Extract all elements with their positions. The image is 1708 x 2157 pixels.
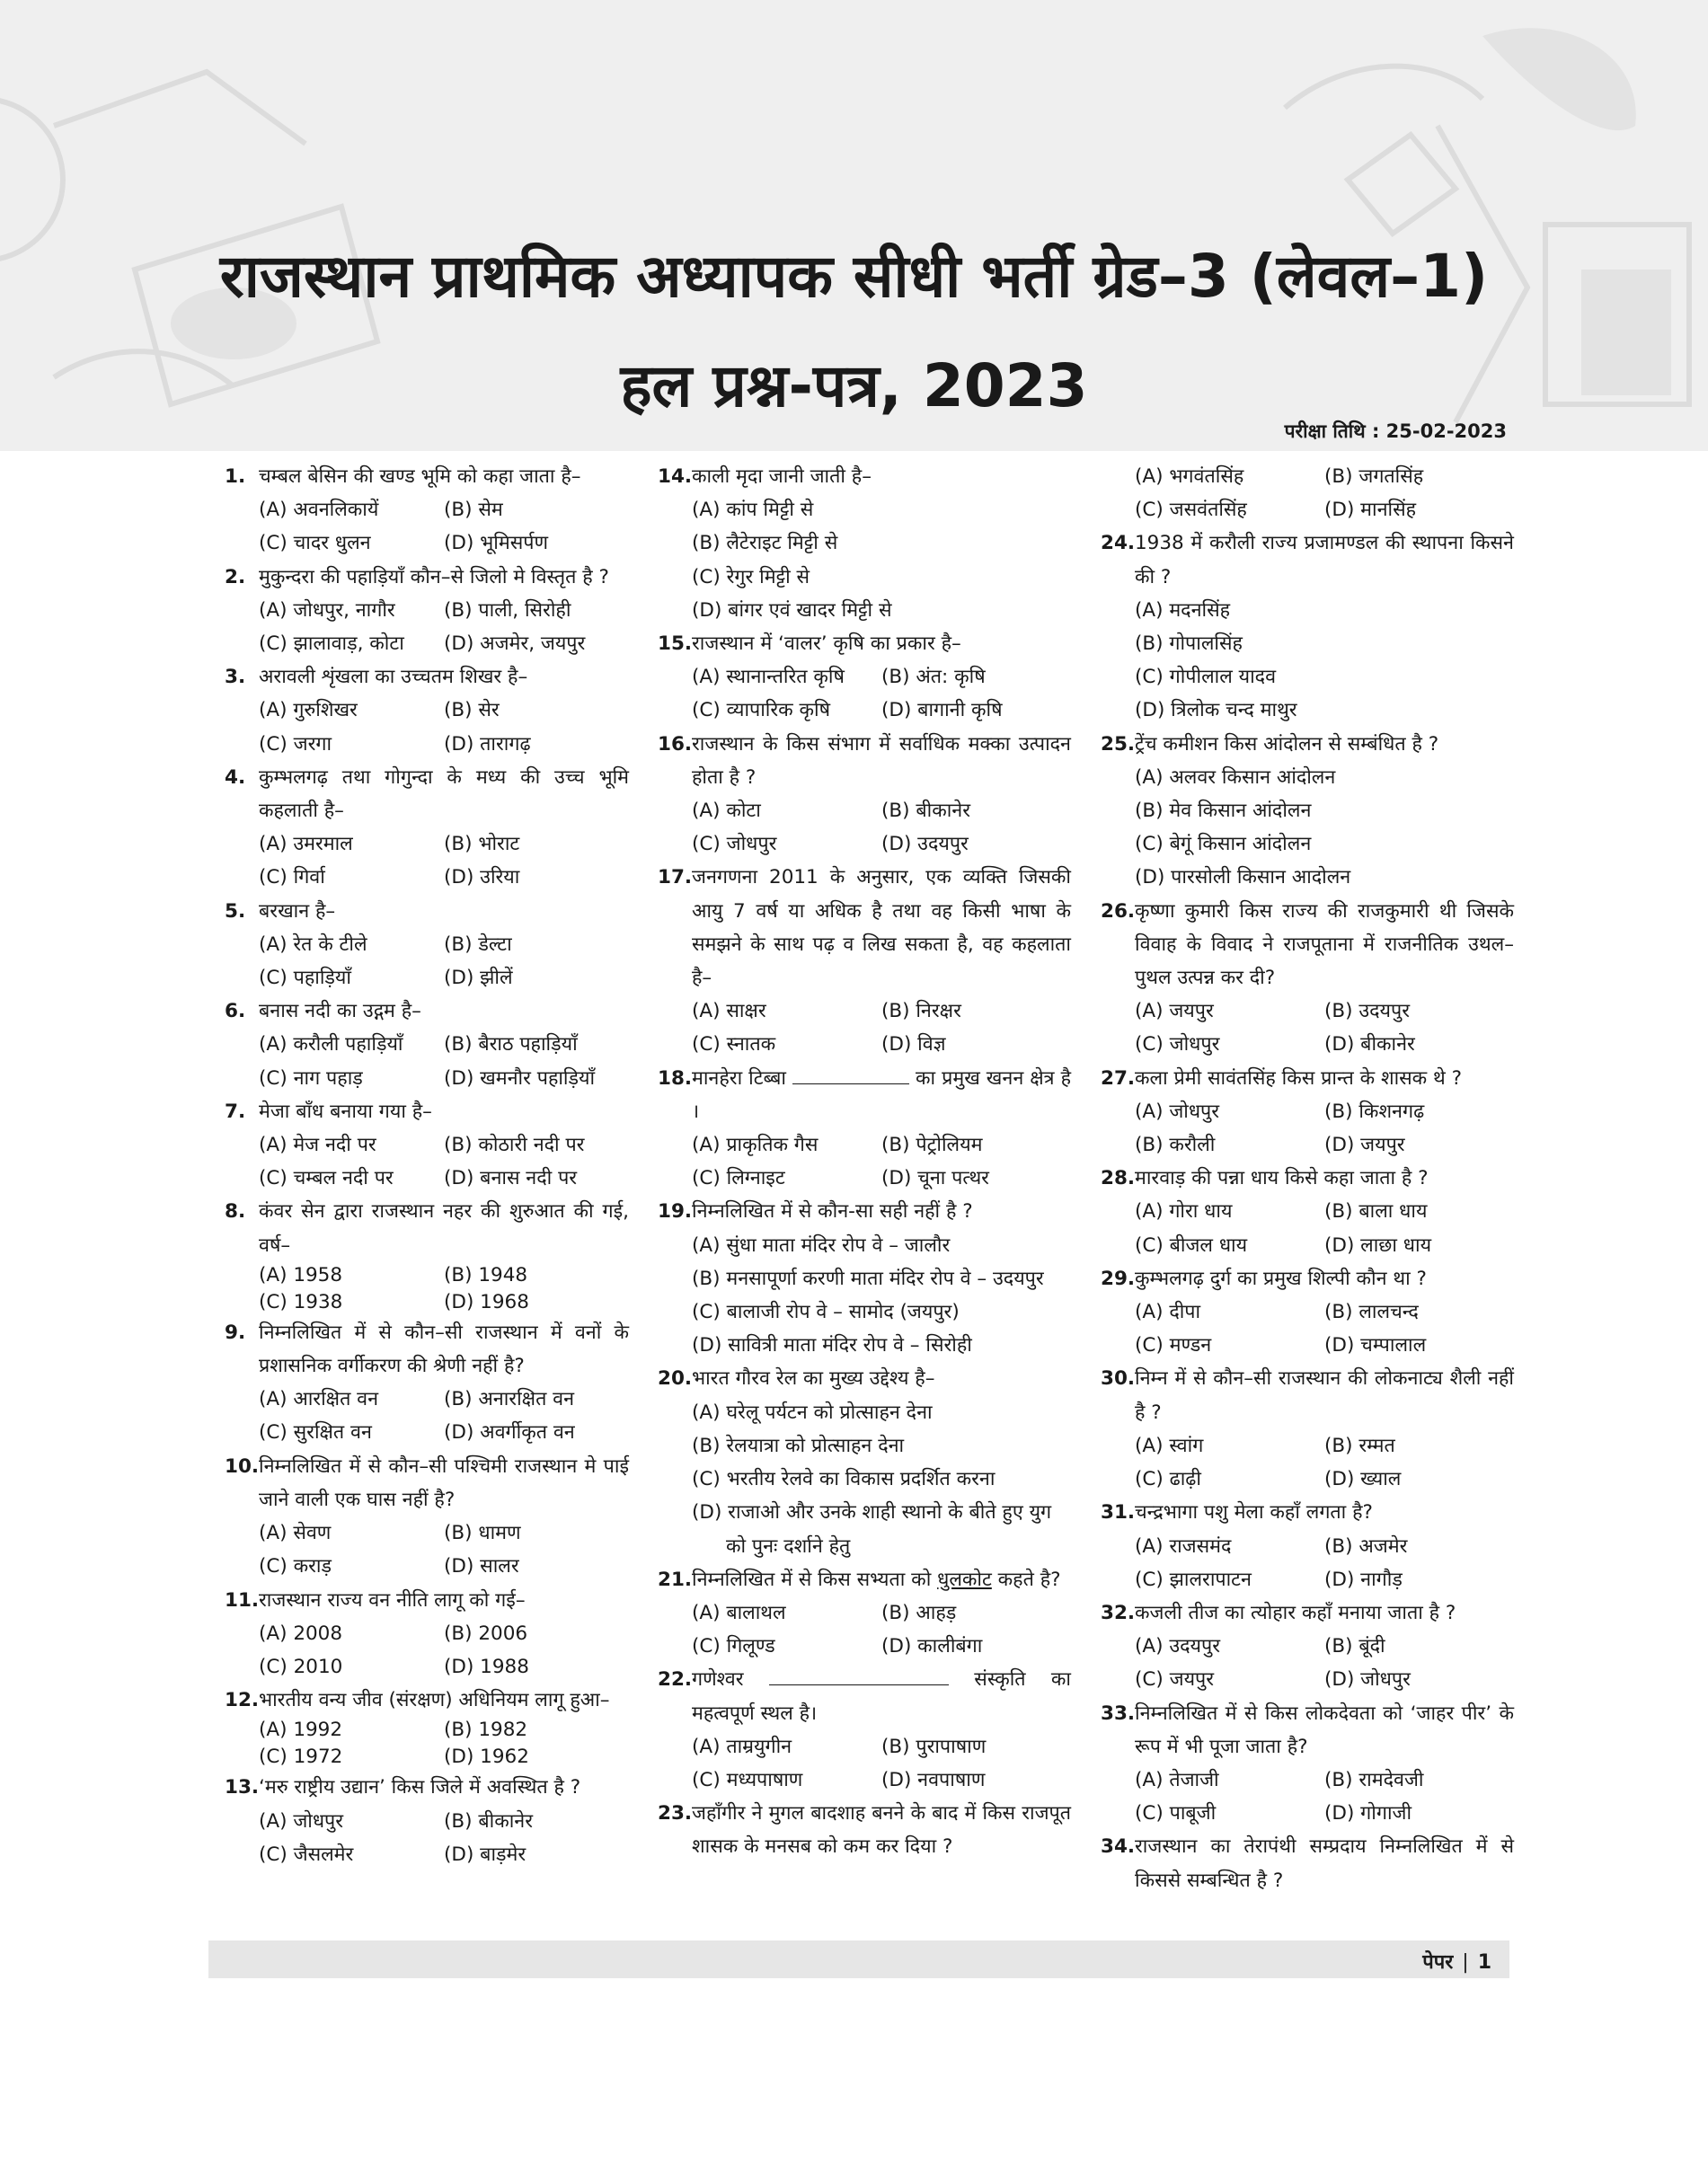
option-d: (D) बागानी कृषि (881, 699, 1003, 722)
option-a: (A) ताम्रयुगीन (692, 1735, 792, 1758)
question-11 (225, 1584, 629, 1684)
option-a: (A) घरेलू पर्यटन को प्रोत्साहन देना (692, 1401, 933, 1424)
options (225, 1383, 629, 1449)
options (225, 928, 629, 995)
question-31 (1101, 1496, 1514, 1596)
option-d: (D) बाड़मेर (444, 1843, 527, 1866)
option-b: (B) भोराट (444, 833, 520, 856)
option-a: (A) कोटा (692, 800, 761, 823)
option-d: (D) 1962 (444, 1746, 529, 1769)
option-b: (B) किशनगढ़ (1324, 1100, 1425, 1123)
options (225, 1028, 629, 1094)
option-a: (A) गुरुशिखर (259, 699, 358, 722)
options (225, 1805, 629, 1871)
options (658, 1596, 1071, 1663)
question-number: 9. (225, 1321, 246, 1344)
option-c: (C) पाबूजी (1135, 1802, 1217, 1825)
question-number: 1. (225, 465, 246, 488)
page-number: 1 (1477, 1951, 1491, 1974)
option-d: (D) नागौड़ (1324, 1568, 1403, 1591)
option-a: (A) साक्षर (692, 1000, 766, 1023)
options (225, 1717, 629, 1771)
options (658, 1396, 1071, 1563)
question-number: 2. (225, 565, 246, 588)
option-a: (A) स्थानान्तरित कृषि (692, 666, 845, 689)
question-22 (658, 1663, 1071, 1797)
question-text: जहाँगीर ने मुगल बादशाह बनने के बाद में किस राजपूत शासक के मनसब को कम कर दिया ? (692, 1802, 1071, 1859)
footer-label: पेपर (1422, 1951, 1454, 1974)
question-number: 6. (225, 1000, 246, 1023)
option-c: (C) गिलूण्ड (692, 1635, 775, 1658)
option-c: (C) चम्बल नदी पर (259, 1167, 394, 1190)
question-text: अरावली शृंखला का उच्चतम शिखर है– (259, 666, 528, 689)
fill-in-blank (769, 1665, 949, 1685)
option-b: (B) बाला धाय (1324, 1200, 1428, 1224)
option-b: (B) बीकानेर (444, 1809, 534, 1833)
question-number: 17. (658, 866, 693, 889)
question-text: जनगणना 2011 के अनुसार, एक व्यक्ति जिसकी आयु 7 वर्ष या अधिक है तथा वह किसी भाषा के समझने के साथ पढ़ व लिख सकता है, वह कहलाता है– (692, 866, 1071, 990)
question-17 (658, 861, 1071, 1061)
option-c: (C) रेगुर मिट्टी से (692, 565, 810, 588)
column-right (1101, 460, 1514, 1897)
question-21 (658, 1563, 1071, 1664)
options (1101, 594, 1514, 728)
question-18 (658, 1062, 1071, 1196)
option-b: (B) 2006 (444, 1622, 528, 1645)
question-number: 24. (1101, 532, 1136, 555)
option-b: (B) बूंदी (1324, 1635, 1385, 1658)
option-c: (C) जरगा (259, 732, 332, 756)
option-c: (C) गिर्वा (259, 866, 325, 889)
option-c: (C) झालरापाटन (1135, 1568, 1252, 1591)
question-number: 28. (1101, 1167, 1136, 1190)
question-text: बनास नदी का उद्गम है– (259, 1000, 421, 1023)
question-28 (1101, 1162, 1514, 1262)
option-a: (A) 2008 (259, 1622, 343, 1645)
option-a: (A) 1992 (259, 1719, 343, 1742)
option-a: (A) स्वांग (1135, 1434, 1204, 1457)
options (658, 660, 1071, 727)
question-number: 7. (225, 1100, 246, 1123)
option-c: (C) जोधपुर (692, 833, 777, 856)
question-text-part-a: निम्नलिखित में से किस सभ्यता को (692, 1568, 932, 1591)
options (1101, 1530, 1514, 1596)
question-text: कृष्णा कुमारी किस राज्य की राजकुमारी थी जिसके विवाह के विवाद ने राजपूताना में राजनीतिक उथल–पुथल उत्पन्न कर दी? (1135, 899, 1514, 990)
question-text: राजस्थान के किस संभाग में सर्वाधिक मक्का उत्पादन होता है ? (692, 732, 1071, 789)
question-7 (225, 1095, 629, 1196)
options (658, 1730, 1071, 1797)
option-d: (D) तारागढ़ (444, 732, 531, 756)
question-text-part-b: कहते है? (997, 1568, 1061, 1591)
option-d: (D) बीकानेर (1324, 1033, 1415, 1056)
option-a: (A) जोधपुर, नागौर (259, 598, 395, 622)
question-3 (225, 660, 629, 761)
question-8 (225, 1195, 629, 1315)
question-number: 14. (658, 465, 693, 488)
option-c: (C) पहाड़ियाँ (259, 967, 351, 990)
option-c: (C) लिग्नाइट (692, 1167, 785, 1190)
question-number: 4. (225, 765, 246, 789)
option-c: (C) जयपुर (1135, 1668, 1215, 1692)
question-19 (658, 1195, 1071, 1362)
option-b: (B) मनसापूर्णा करणी माता मंदिर रोप वे – उदयपुर (692, 1267, 1044, 1290)
option-c: (B) करौली (1135, 1134, 1216, 1157)
option-c: (C) नाग पहाड़ (259, 1066, 363, 1090)
option-a: (A) 1958 (259, 1263, 343, 1286)
question-text: राजस्थान में ‘वालर’ कृषि का प्रकार है– (692, 632, 961, 656)
question-text: 1938 में करौली राज्य प्रजामण्डल की स्थापना किसने की ? (1135, 532, 1514, 588)
option-b: (B) गोपालसिंह (1135, 632, 1243, 656)
question-14 (658, 460, 1071, 627)
option-c: (C) गोपीलाल यादव (1135, 666, 1277, 689)
question-20 (658, 1362, 1071, 1562)
option-d: (D) भूमिसर्पण (444, 532, 548, 555)
option-d: (D) सावित्री माता मंदिर रोप वे – सिरोही (692, 1334, 972, 1357)
fill-in-blank (792, 1064, 909, 1084)
question-text: निम्नलिखित में से कौन-सा सही नहीं है ? (692, 1200, 973, 1224)
question-24 (1101, 526, 1514, 727)
option-c: (C) सुरक्षित वन (259, 1421, 372, 1445)
question-number: 34. (1101, 1835, 1136, 1859)
option-d: (D) सालर (444, 1555, 519, 1578)
question-12 (225, 1684, 629, 1771)
options (658, 995, 1071, 1061)
question-6 (225, 995, 629, 1095)
option-c: (C) 1972 (259, 1746, 343, 1769)
option-d: (D) लाछा धाय (1324, 1233, 1432, 1257)
exam-date: परीक्षा तिथि : 25-02-2023 (1284, 420, 1507, 442)
page-subtitle: हल प्रश्न-पत्र, 2023 (620, 351, 1088, 420)
option-c: (C) जैसलमेर (259, 1843, 354, 1866)
question-27 (1101, 1062, 1514, 1162)
question-23 (658, 1797, 1071, 1863)
question-text: निम्नलिखित में से कौन–सी पश्चिमी राजस्थान मे पाई जाने वाली एक घास नहीं है? (259, 1454, 629, 1511)
question-text: ‘मरु राष्ट्रीय उद्यान’ किस जिले में अवस्थित है ? (259, 1776, 581, 1799)
option-d: (D) राजाओ और उनके शाही स्थानो के बीते हुए युग को पुनः दर्शाने हेतु (692, 1501, 1052, 1558)
question-text: राजस्थान राज्य वन नीति लागू को गई– (259, 1588, 526, 1612)
question-number: 22. (658, 1668, 693, 1692)
option-b: (B) पेट्रोलियम (881, 1134, 983, 1157)
question-text: चम्बल बेसिन की खण्ड भूमि को कहा जाता है– (259, 465, 581, 488)
option-b: (B) उदयपुर (1324, 1000, 1411, 1023)
question-text: काली मृदा जानी जाती है– (692, 465, 872, 488)
option-d: (D) अजमेर, जयपुर (444, 632, 586, 656)
options (1101, 1095, 1514, 1162)
option-b: (B) मेव किसान आंदोलन (1135, 800, 1312, 823)
question-number: 20. (658, 1367, 693, 1391)
question-5 (225, 895, 629, 995)
option-d: (D) बनास नदी पर (444, 1167, 578, 1190)
option-d: (D) जयपुर (1324, 1134, 1405, 1157)
question-text-part-b: संस्कृति का महत्वपूर्ण स्थल है। (692, 1668, 1071, 1725)
option-b: (B) बीकानेर (881, 800, 971, 823)
option-d: (D) बांगर एवं खादर मिट्टी से (692, 598, 892, 622)
options (1101, 1630, 1514, 1696)
option-b: (B) कोठारी नदी पर (444, 1134, 585, 1157)
question-text: ट्रेंच कमीशन किस आंदोलन से सम्बंधित है ? (1135, 732, 1439, 756)
option-a: (A) मेज नदी पर (259, 1134, 376, 1157)
question-9 (225, 1316, 629, 1450)
option-a: (A) जोधपुर (259, 1809, 344, 1833)
option-c: (C) स्नातक (692, 1033, 776, 1056)
question-text: कंवर सेन द्वारा राजस्थान नहर की शुरुआत की गई, वर्ष– (259, 1200, 629, 1257)
option-c: (C) 2010 (259, 1655, 343, 1678)
question-25 (1101, 728, 1514, 895)
question-number: 11. (225, 1588, 260, 1612)
option-a: (A) राजसमंद (1135, 1534, 1232, 1558)
question-16 (658, 728, 1071, 862)
question-number: 18. (658, 1066, 693, 1090)
question-text: भारतीय वन्य जीव (संरक्षण) अधिनियम लागू हुआ– (259, 1689, 610, 1712)
option-d: (D) पारसोली किसान आदोलन (1135, 866, 1351, 889)
question-text: कुम्भलगढ़ तथा गोगुन्दा के मध्य की उच्च भूमि कहलाती है– (259, 765, 629, 823)
question-text: निम्नलिखित में से किस लोकदेवता को ‘जाहर पीर’ के रूप में भी पूजा जाता है? (1135, 1702, 1514, 1758)
question-29 (1101, 1262, 1514, 1363)
options (225, 1262, 629, 1316)
option-d: (D) कालीबंगा (881, 1635, 983, 1658)
option-b: (B) निरक्षर (881, 1000, 961, 1023)
option-d: (D) ख्याल (1324, 1468, 1402, 1491)
question-number: 8. (225, 1200, 246, 1224)
question-26 (1101, 895, 1514, 1062)
option-d: (D) त्रिलोक चन्द माथुर (1135, 699, 1297, 722)
option-b: (B) बैराठ पहाड़ियाँ (444, 1033, 578, 1056)
question-10 (225, 1450, 629, 1584)
option-c: (C) मण्डन (1135, 1334, 1212, 1357)
question-4 (225, 761, 629, 895)
option-d: (D) नवपाषाण (881, 1768, 986, 1791)
question-23-options (1101, 460, 1514, 526)
option-c: (C) बेगूं किसान आंदोलन (1135, 833, 1312, 856)
question-text: मारवाड़ की पन्ना धाय किसे कहा जाता है ? (1135, 1167, 1429, 1190)
option-a: (A) करौली पहाड़ियाँ (259, 1033, 403, 1056)
question-text: कजली तीज का त्योहार कहाँ मनाया जाता है ? (1135, 1601, 1456, 1624)
page-title: राजस्थान प्राथमिक अध्यापक सीधी भर्ती ग्रेड–3 (लेवल–1) (219, 242, 1489, 311)
option-b: (B) रेलयात्रा को प्रोत्साहन देना (692, 1434, 905, 1457)
options (225, 594, 629, 660)
question-33 (1101, 1697, 1514, 1831)
question-number: 10. (225, 1454, 260, 1478)
option-b: (B) पुरापाषाण (881, 1735, 987, 1758)
option-a: (A) जयपुर (1135, 1000, 1214, 1023)
question-text-underlined: धुलकोट (937, 1568, 992, 1591)
options (225, 1516, 629, 1583)
options (658, 1128, 1071, 1195)
option-b: (B) लैटेराइट मिट्टी से (692, 532, 838, 555)
options (225, 493, 629, 560)
question-number: 23. (658, 1802, 693, 1825)
option-d: (D) 1968 (444, 1290, 529, 1313)
option-c: (C) कराड़ (259, 1555, 332, 1578)
question-number: 26. (1101, 899, 1136, 923)
option-a: (A) तेजाजी (1135, 1768, 1219, 1791)
question-number: 30. (1101, 1367, 1136, 1391)
question-number: 33. (1101, 1702, 1136, 1725)
question-number: 13. (225, 1776, 260, 1799)
option-a: (A) उदयपुर (1135, 1635, 1220, 1658)
option-a: (A) कांप मिट्टी से (692, 499, 814, 522)
question-number: 3. (225, 666, 246, 689)
options (658, 794, 1071, 861)
option-b: (B) रम्मत (1324, 1434, 1395, 1457)
option-c: (C) मध्यपाषाण (692, 1768, 803, 1791)
question-text: कुम्भलगढ़ दुर्ग का प्रमुख शिल्पी कौन था ? (1135, 1267, 1427, 1290)
question-number: 19. (658, 1200, 693, 1224)
option-a: (A) सुंधा माता मंदिर रोप वे – जालौर (692, 1233, 951, 1257)
option-a: (A) दीपा (1135, 1301, 1201, 1324)
footer-separator: | (1462, 1951, 1469, 1974)
option-a: (A) सेवण (259, 1522, 332, 1545)
question-number: 25. (1101, 732, 1136, 756)
option-a: (A) भगवंतसिंह (1135, 465, 1244, 488)
option-b: (B) अंत: कृषि (881, 666, 986, 689)
option-c: (C) झालावाड़, कोटा (259, 632, 404, 656)
option-d: (D) मानसिंह (1324, 499, 1417, 522)
options (1101, 1429, 1514, 1496)
option-c: (C) चादर धुलन (259, 532, 371, 555)
question-30 (1101, 1362, 1514, 1496)
question-number: 15. (658, 632, 693, 656)
question-text: चन्द्रभागा पशु मेला कहाँ लगता है? (1135, 1501, 1373, 1525)
question-text: मेजा बाँध बनाया गया है– (259, 1100, 432, 1123)
question-number: 16. (658, 732, 693, 756)
options (225, 827, 629, 894)
option-b: (B) 1948 (444, 1263, 528, 1286)
option-b: (B) अजमेर (1324, 1534, 1408, 1558)
question-number: 5. (225, 899, 246, 923)
question-number: 21. (658, 1568, 693, 1591)
option-b: (B) अनारक्षित वन (444, 1388, 575, 1411)
option-b: (B) सेम (444, 499, 503, 522)
option-b: (B) लालचन्द (1324, 1301, 1419, 1324)
option-a: (A) उमरमाल (259, 833, 353, 856)
question-number: 12. (225, 1689, 260, 1712)
options (658, 493, 1071, 627)
option-b: (B) 1982 (444, 1719, 528, 1742)
options (658, 1229, 1071, 1363)
question-text: राजस्थान का तेरापंथी सम्प्रदाय निम्नलिखित में से किससे सम्बन्धित है ? (1135, 1835, 1514, 1892)
page-footer (208, 1940, 1509, 1978)
option-a: (A) जोधपुर (1135, 1100, 1220, 1123)
options (1101, 1295, 1514, 1362)
options (1101, 460, 1514, 526)
option-b: (B) डेल्टा (444, 933, 512, 956)
option-c: (C) भरतीय रेलवे का विकास प्रदर्शित करना (692, 1468, 996, 1491)
option-b: (B) आहड़ (881, 1601, 957, 1624)
option-b: (B) रामदेवजी (1324, 1768, 1424, 1791)
column-middle (658, 460, 1071, 1864)
option-d: (D) उदयपुर (881, 833, 969, 856)
option-a: (A) प्राकृतिक गैस (692, 1134, 819, 1157)
option-d: (D) विज्ञ (881, 1033, 946, 1056)
option-d: (D) उरिया (444, 866, 520, 889)
question-13 (225, 1771, 629, 1871)
question-15 (658, 627, 1071, 728)
option-d: (D) झीलें (444, 967, 513, 990)
question-number: 31. (1101, 1501, 1136, 1525)
question-text: भारत गौरव रेल का मुख्य उद्देश्य है– (692, 1367, 935, 1391)
option-a: (A) मदनसिंह (1135, 598, 1231, 622)
options (1101, 1195, 1514, 1261)
question-text: निम्न में से कौन–सी राजस्थान की लोकनाट्य शैली नहीं है ? (1135, 1367, 1514, 1424)
option-d: (D) चूना पत्थर (881, 1167, 989, 1190)
column-left (225, 460, 629, 1871)
option-b: (B) जगतसिंह (1324, 465, 1424, 488)
option-a: (A) अलवर किसान आंदोलन (1135, 765, 1336, 789)
option-a: (A) रेत के टीले (259, 933, 367, 956)
option-a: (A) गोरा धाय (1135, 1200, 1233, 1224)
options (1101, 995, 1514, 1061)
option-a: (A) आरक्षित वन (259, 1388, 379, 1411)
option-c: (C) जोधपुर (1135, 1033, 1220, 1056)
option-a: (A) बालाथल (692, 1601, 786, 1624)
question-text-part-a: गणेश्वर (692, 1668, 744, 1692)
option-a: (A) अवनलिकायें (259, 499, 379, 522)
option-b: (B) धामण (444, 1522, 521, 1545)
question-number: 29. (1101, 1267, 1136, 1290)
option-d: (D) गोगाजी (1324, 1802, 1412, 1825)
options (225, 694, 629, 760)
question-34 (1101, 1830, 1514, 1896)
option-c: (C) बीजल धाय (1135, 1233, 1248, 1257)
question-text: निम्नलिखित में से कौन–सी राजस्थान में वनों के प्रशासनिक वर्गीकरण की श्रेणी नहीं है? (259, 1321, 629, 1378)
question-2 (225, 561, 629, 661)
option-c: (C) जसवंतसिंह (1135, 499, 1247, 522)
option-c: (C) 1938 (259, 1290, 343, 1313)
question-text: मुकुन्दरा की पहाड़ियाँ कौन–से जिलो मे विस्तृत है ? (259, 565, 609, 588)
question-text: कला प्रेमी सावंतसिंह किस प्रान्त के शासक थे ? (1135, 1066, 1463, 1090)
option-c: (C) बालाजी रोप वे – सामोद (जयपुर) (692, 1301, 960, 1324)
options (1101, 761, 1514, 895)
question-number: 32. (1101, 1601, 1136, 1624)
options (225, 1128, 629, 1195)
option-d: (D) अवर्गीकृत वन (444, 1421, 575, 1445)
options (225, 1617, 629, 1684)
option-c: (C) व्यापारिक कृषि (692, 699, 831, 722)
question-32 (1101, 1596, 1514, 1697)
question-number: 27. (1101, 1066, 1136, 1090)
option-d: (D) जोधपुर (1324, 1668, 1411, 1692)
question-text: बरखान है– (259, 899, 336, 923)
option-d: (D) 1988 (444, 1655, 529, 1678)
question-1 (225, 460, 629, 561)
option-d: (D) चम्पालाल (1324, 1334, 1427, 1357)
option-d: (D) खमनौर पहाड़ियाँ (444, 1066, 596, 1090)
option-b: (B) पाली, सिरोही (444, 598, 571, 622)
page-header (0, 0, 1708, 451)
question-text-part-a: मानहेरा टिब्बा (692, 1066, 786, 1090)
options (1101, 1764, 1514, 1830)
question-text-part-b: का प्रमुख खनन क्षेत्र है । (692, 1066, 1071, 1123)
option-c: (C) ढाढ़ी (1135, 1468, 1201, 1491)
option-b: (B) सेर (444, 699, 500, 722)
